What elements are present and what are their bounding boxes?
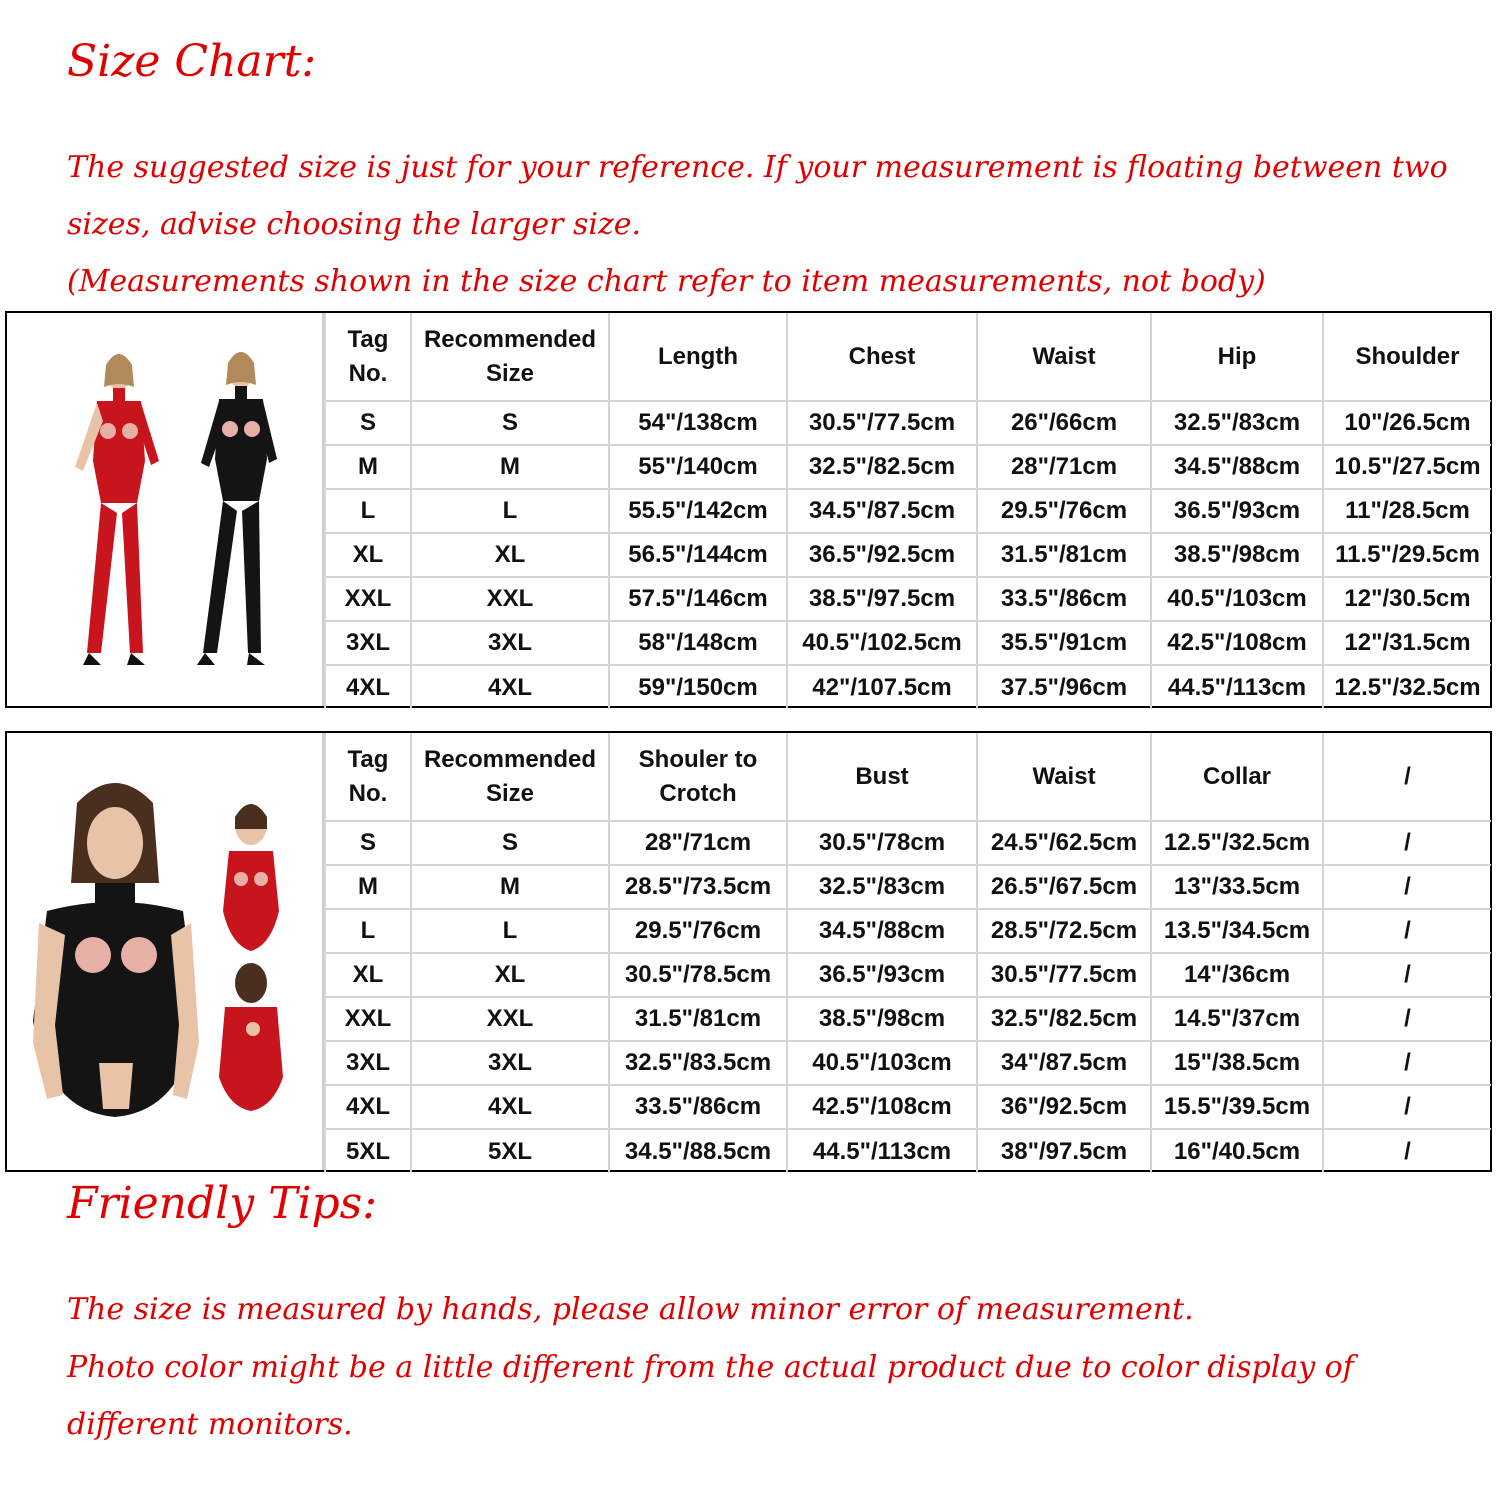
table-cell: / (1323, 953, 1491, 997)
table-row (325, 1085, 1491, 1129)
table-row (325, 665, 1491, 709)
table-cell: 34.5"/88.5cm (609, 1129, 787, 1173)
table-cell: 36.5"/93cm (787, 953, 977, 997)
size-chart-title: Size Chart: (67, 36, 317, 87)
table-cell: 10.5"/27.5cm (1323, 445, 1491, 489)
table-cell: 54"/138cm (609, 401, 787, 445)
table-cell: 28"/71cm (609, 821, 787, 865)
table-cell: 3XL (325, 621, 411, 665)
table-cell: 30.5"/78.5cm (609, 953, 787, 997)
jumpsuit-product-image (7, 313, 324, 706)
table-cell: 29.5"/76cm (977, 489, 1151, 533)
table-cell: 40.5"/103cm (787, 1041, 977, 1085)
table-cell: XL (411, 533, 609, 577)
table-cell: M (325, 865, 411, 909)
table-cell: 12.5"/32.5cm (1151, 821, 1323, 865)
table-cell: / (1323, 821, 1491, 865)
column-header: Tag No. (325, 733, 411, 821)
table-cell: 14"/36cm (1151, 953, 1323, 997)
table-cell: 29.5"/76cm (609, 909, 787, 953)
table-row (325, 401, 1491, 445)
table-row (325, 909, 1491, 953)
red-bodysuit-front-model (223, 804, 279, 951)
friendly-tips-title: Friendly Tips: (67, 1178, 378, 1229)
table-cell: 3XL (411, 621, 609, 665)
table-cell: 58"/148cm (609, 621, 787, 665)
table-cell: 36.5"/92.5cm (787, 533, 977, 577)
table-cell: XL (325, 953, 411, 997)
table-cell: XXL (411, 997, 609, 1041)
table-cell: 55.5"/142cm (609, 489, 787, 533)
table-cell: S (411, 401, 609, 445)
table-cell: S (325, 821, 411, 865)
table-cell: / (1323, 1041, 1491, 1085)
bodysuit-size-chart (5, 731, 1492, 1172)
table-cell: 36"/92.5cm (977, 1085, 1151, 1129)
intro-line-3: (Measurements shown in the size chart refer to item measurements, not body) (67, 264, 1266, 299)
table-cell: 30.5"/78cm (787, 821, 977, 865)
column-header: Recommended Size (411, 733, 609, 821)
table-cell: S (325, 401, 411, 445)
table-cell: 44.5"/113cm (787, 1129, 977, 1173)
table-row (325, 577, 1491, 621)
table-cell: 55"/140cm (609, 445, 787, 489)
table-cell: 15"/38.5cm (1151, 1041, 1323, 1085)
table-cell: 26"/66cm (977, 401, 1151, 445)
table-cell: 32.5"/82.5cm (977, 997, 1151, 1041)
column-header: Chest (787, 313, 977, 401)
table-cell: 33.5"/86cm (977, 577, 1151, 621)
table-row (325, 997, 1491, 1041)
table-row (325, 621, 1491, 665)
table-cell: 32.5"/82.5cm (787, 445, 977, 489)
table-cell: 57.5"/146cm (609, 577, 787, 621)
table-cell: 44.5"/113cm (1151, 665, 1323, 709)
table-cell: 34.5"/87.5cm (787, 489, 977, 533)
jumpsuit-models-illustration (7, 313, 320, 706)
column-header: Waist (977, 733, 1151, 821)
table-cell: 59"/150cm (609, 665, 787, 709)
table-cell: XL (325, 533, 411, 577)
column-header: Recommended Size (411, 313, 609, 401)
bodysuit-size-table (324, 733, 1491, 1173)
table-cell: / (1323, 1129, 1491, 1173)
table-cell: 13.5"/34.5cm (1151, 909, 1323, 953)
table-cell: 33.5"/86cm (609, 1085, 787, 1129)
table-cell: 12.5"/32.5cm (1323, 665, 1491, 709)
table-cell: 42.5"/108cm (787, 1085, 977, 1129)
table-cell: 10"/26.5cm (1323, 401, 1491, 445)
table-cell: 3XL (325, 1041, 411, 1085)
table-cell: 28.5"/72.5cm (977, 909, 1151, 953)
jumpsuit-size-chart (5, 311, 1492, 708)
table-cell: 3XL (411, 1041, 609, 1085)
table-cell: 12"/30.5cm (1323, 577, 1491, 621)
table-row (325, 1129, 1491, 1173)
table-cell: M (411, 865, 609, 909)
column-header: / (1323, 733, 1491, 821)
table-cell: / (1323, 1085, 1491, 1129)
table-cell: 30.5"/77.5cm (977, 953, 1151, 997)
table-cell: 16"/40.5cm (1151, 1129, 1323, 1173)
table-cell: 5XL (411, 1129, 609, 1173)
table-header-row (325, 733, 1491, 821)
table-cell: XXL (411, 577, 609, 621)
bodysuit-models-illustration (7, 733, 320, 1170)
table-cell: 4XL (411, 1085, 609, 1129)
table-cell: 26.5"/67.5cm (977, 865, 1151, 909)
table-cell: 28.5"/73.5cm (609, 865, 787, 909)
table-row (325, 1041, 1491, 1085)
table-cell: 5XL (325, 1129, 411, 1173)
table-cell: L (411, 489, 609, 533)
table-cell: L (325, 909, 411, 953)
table-cell: M (411, 445, 609, 489)
table-cell: 30.5"/77.5cm (787, 401, 977, 445)
column-header: Shouler to Crotch (609, 733, 787, 821)
tip-line-2: Photo color might be a little different from the actual product due to color display of (67, 1350, 1354, 1385)
column-header: Shoulder (1323, 313, 1491, 401)
table-header-row (325, 313, 1491, 401)
table-row (325, 533, 1491, 577)
table-cell: 42.5"/108cm (1151, 621, 1323, 665)
red-jumpsuit-model (75, 354, 159, 665)
table-cell: 14.5"/37cm (1151, 997, 1323, 1041)
table-row (325, 445, 1491, 489)
table-cell: 13"/33.5cm (1151, 865, 1323, 909)
table-cell: 34"/87.5cm (977, 1041, 1151, 1085)
table-cell: 31.5"/81cm (977, 533, 1151, 577)
table-cell: 32.5"/83cm (1151, 401, 1323, 445)
intro-line-2: sizes, advise choosing the larger size. (67, 207, 642, 242)
table-cell: 36.5"/93cm (1151, 489, 1323, 533)
jumpsuit-size-table (324, 313, 1491, 709)
column-header: Bust (787, 733, 977, 821)
table-cell: S (411, 821, 609, 865)
table-cell: 4XL (411, 665, 609, 709)
table-row (325, 821, 1491, 865)
table-cell: 56.5"/144cm (609, 533, 787, 577)
table-row (325, 865, 1491, 909)
table-cell: XXL (325, 577, 411, 621)
column-header: Waist (977, 313, 1151, 401)
table-cell: / (1323, 909, 1491, 953)
column-header: Length (609, 313, 787, 401)
black-jumpsuit-model (197, 352, 277, 665)
column-header: Tag No. (325, 313, 411, 401)
table-row (325, 489, 1491, 533)
table-cell: L (411, 909, 609, 953)
table-cell: 38.5"/98cm (787, 997, 977, 1041)
table-cell: 32.5"/83cm (787, 865, 977, 909)
table-row (325, 953, 1491, 997)
table-cell: 38.5"/97.5cm (787, 577, 977, 621)
table-cell: 34.5"/88cm (787, 909, 977, 953)
table-cell: XXL (325, 997, 411, 1041)
black-bodysuit-model (33, 783, 199, 1117)
table-cell: 38.5"/98cm (1151, 533, 1323, 577)
table-cell: 38"/97.5cm (977, 1129, 1151, 1173)
table-cell: 32.5"/83.5cm (609, 1041, 787, 1085)
table-cell: L (325, 489, 411, 533)
table-cell: 34.5"/88cm (1151, 445, 1323, 489)
tip-line-1: The size is measured by hands, please allow minor error of measurement. (67, 1292, 1194, 1327)
table-cell: 40.5"/102.5cm (787, 621, 977, 665)
table-cell: / (1323, 997, 1491, 1041)
tip-line-3: different monitors. (67, 1407, 353, 1442)
table-cell: 4XL (325, 1085, 411, 1129)
bodysuit-product-image (7, 733, 324, 1170)
intro-line-1: The suggested size is just for your reference. If your measurement is floating between two (67, 150, 1448, 185)
table-cell: M (325, 445, 411, 489)
table-cell: 28"/71cm (977, 445, 1151, 489)
table-cell: 11"/28.5cm (1323, 489, 1491, 533)
table-cell: 35.5"/91cm (977, 621, 1151, 665)
table-cell: 11.5"/29.5cm (1323, 533, 1491, 577)
table-cell: 31.5"/81cm (609, 997, 787, 1041)
table-cell: 24.5"/62.5cm (977, 821, 1151, 865)
table-cell: / (1323, 865, 1491, 909)
red-bodysuit-back-model (219, 963, 283, 1111)
table-cell: 12"/31.5cm (1323, 621, 1491, 665)
table-cell: 40.5"/103cm (1151, 577, 1323, 621)
table-cell: XL (411, 953, 609, 997)
column-header: Hip (1151, 313, 1323, 401)
table-cell: 42"/107.5cm (787, 665, 977, 709)
table-cell: 37.5"/96cm (977, 665, 1151, 709)
table-cell: 15.5"/39.5cm (1151, 1085, 1323, 1129)
table-cell: 4XL (325, 665, 411, 709)
column-header: Collar (1151, 733, 1323, 821)
